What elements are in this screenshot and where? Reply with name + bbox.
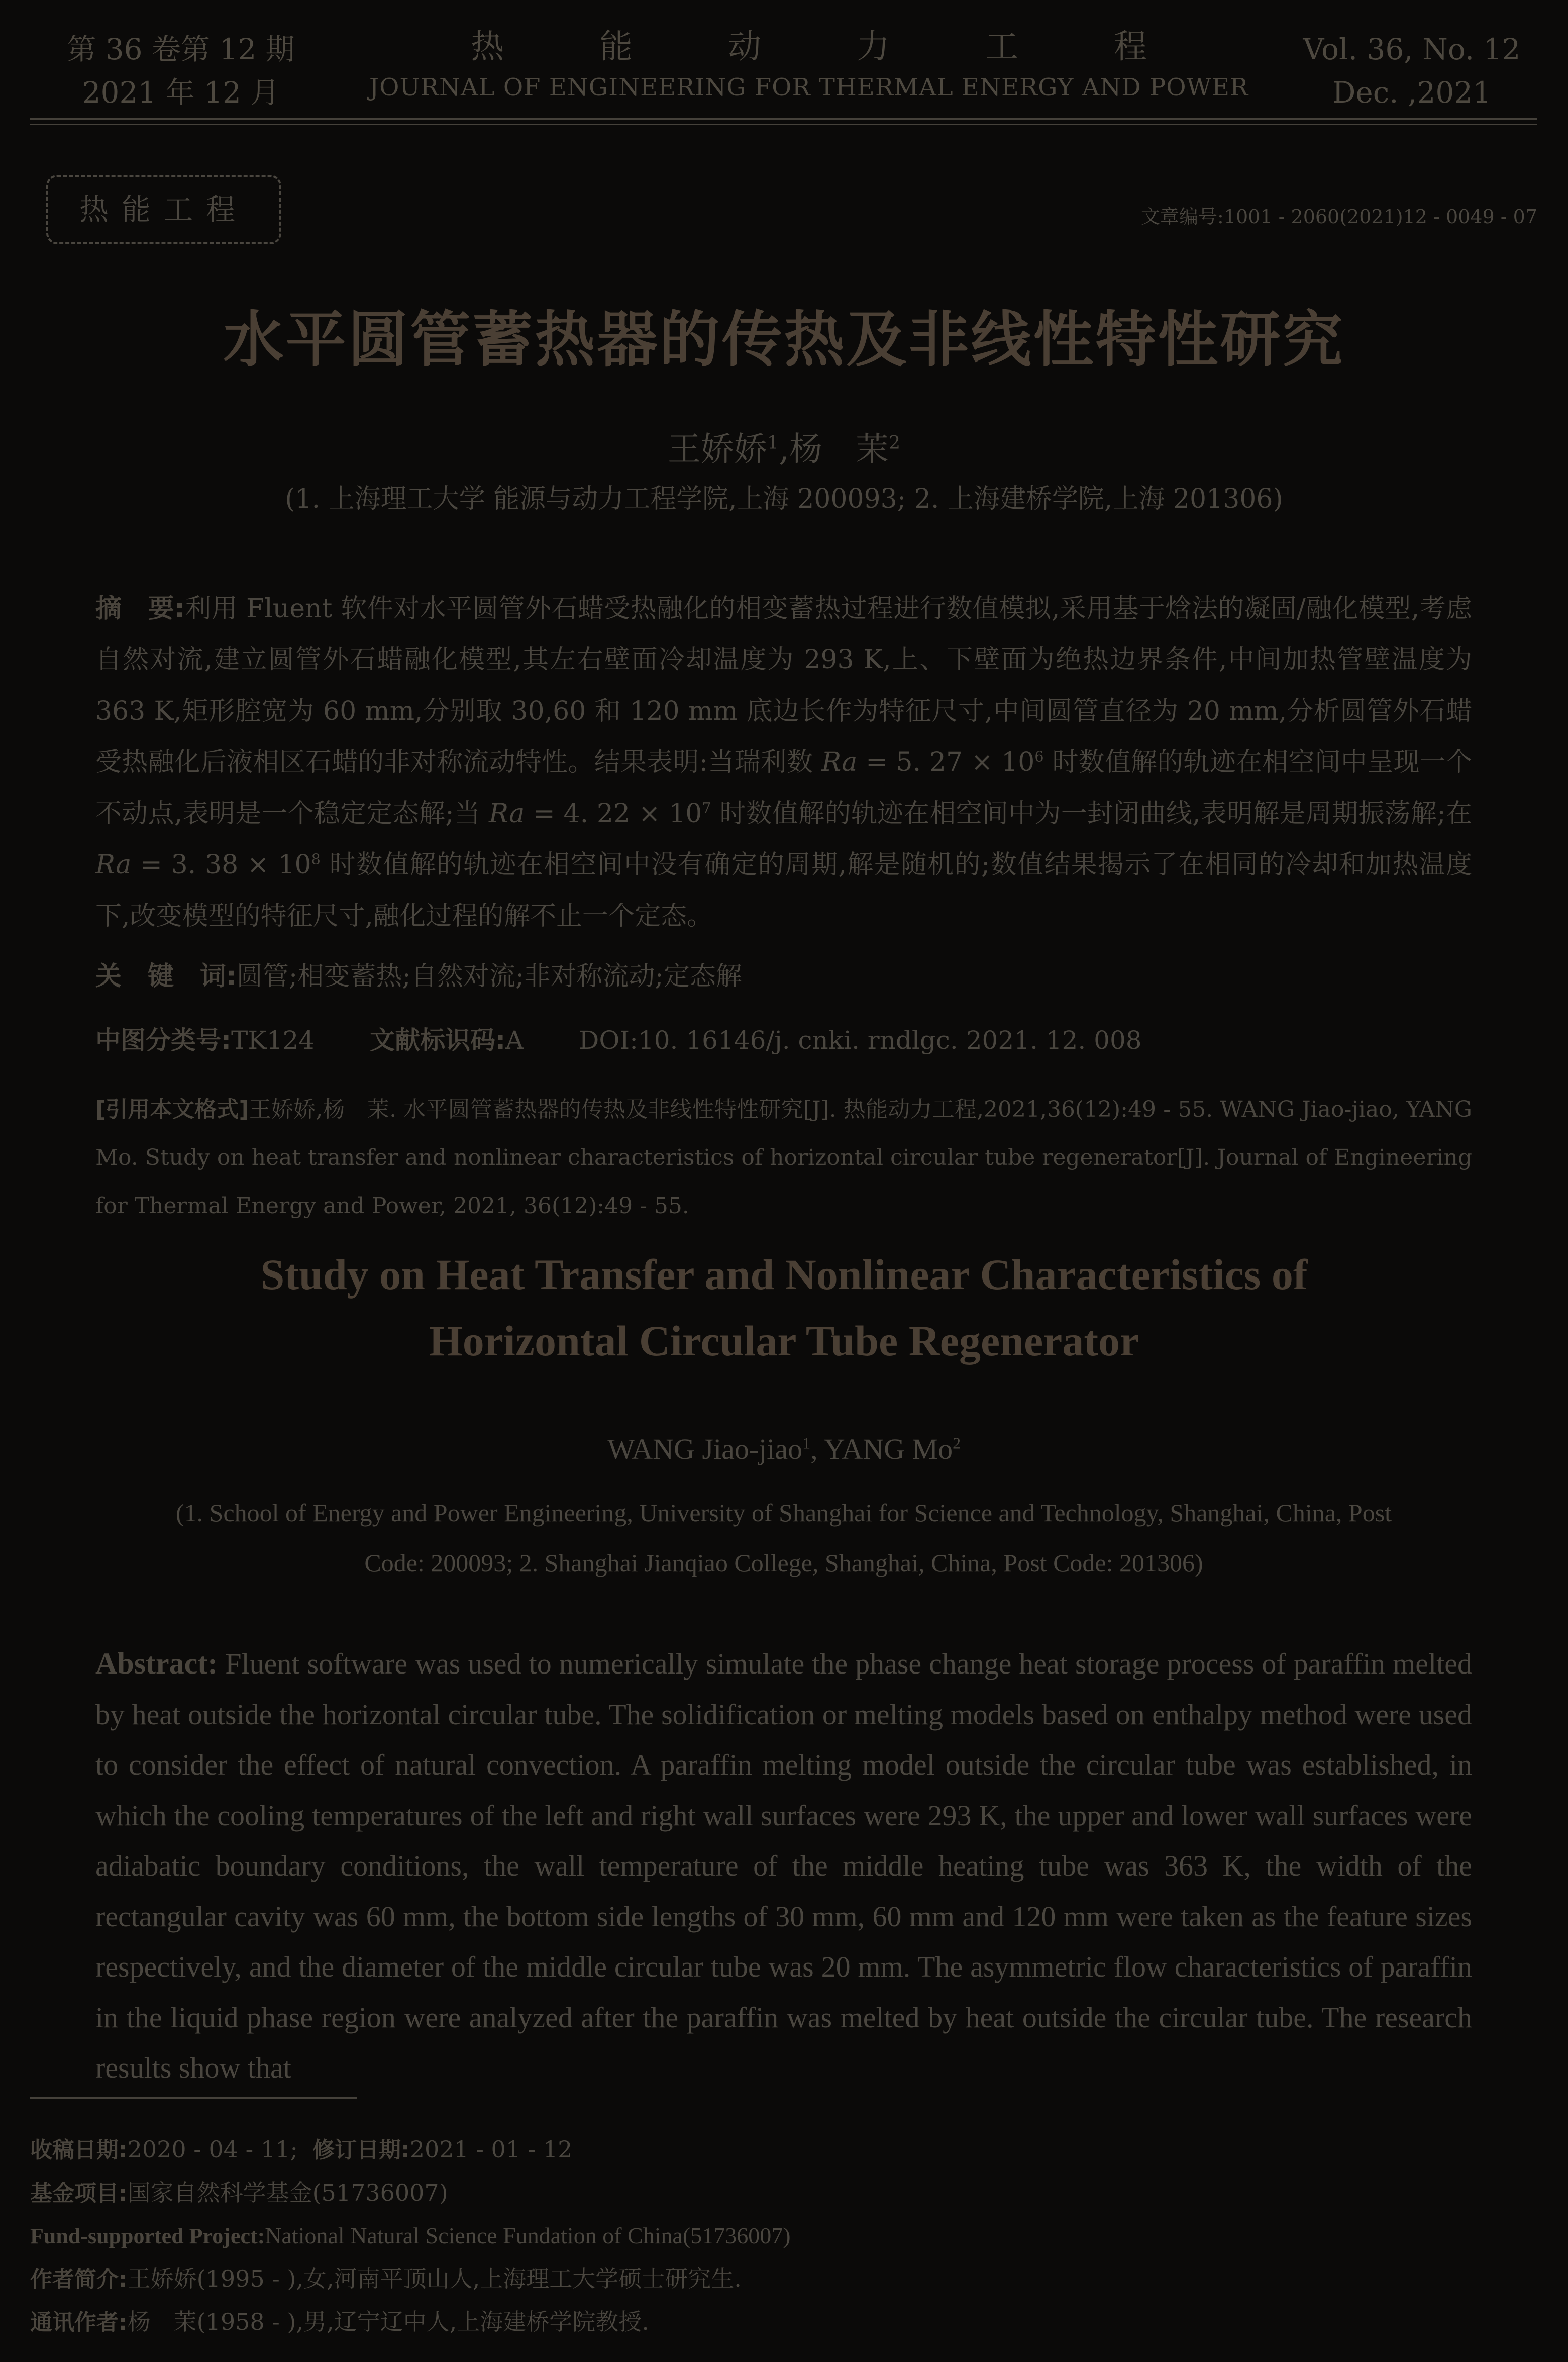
revised-label: 修订日期:	[312, 2137, 410, 2163]
author-1-cn: 王娇娇	[667, 430, 767, 468]
received-label: 收稿日期:	[30, 2137, 128, 2163]
title-en-line-1: Study on Heat Transfer and Nonlinear Characteristics of	[260, 1250, 1308, 1299]
classification-line	[95, 1020, 1472, 1056]
keywords	[95, 955, 1472, 993]
column-label: 热能工程	[46, 175, 281, 244]
fund-cn-label: 基金项目:	[30, 2181, 128, 2206]
abstract-en-label: Abstract:	[95, 1647, 218, 1680]
volume-issue-en: Vol. 36, No. 12	[1303, 32, 1521, 66]
abstract-cn-text-3: 时数值解的轨迹在相空间中呈现一个不动点,表明是一个稳定定态解;当	[95, 747, 1472, 829]
author-bio-line	[30, 2257, 1537, 2301]
fund-cn-line	[30, 2172, 1537, 2215]
fund-en-label: Fund-supported Project:	[30, 2224, 265, 2248]
issue-info-cn	[63, 28, 299, 114]
author-1-en: WANG Jiao-jiao	[607, 1433, 803, 1465]
author-2-en: YANG Mo	[823, 1433, 953, 1465]
abstract-cn-label: 摘 要:	[95, 594, 185, 624]
author-1-affil-mark: 1	[767, 432, 779, 453]
journal-name-en: JOURNAL OF ENGINEERING FOR THERMAL ENERGY AND POWER	[369, 73, 1249, 102]
author-1-affil-mark-en: 1	[802, 1434, 811, 1452]
author-bio-label: 作者简介:	[30, 2267, 128, 2292]
journal-name	[352, 26, 1266, 108]
journal-name-cn: 热能动力工程	[471, 27, 1242, 66]
abstract-cn	[95, 583, 1472, 942]
author-2-cn: 杨 茉	[789, 430, 889, 468]
author-2-affil-mark-en: 2	[953, 1434, 961, 1452]
title-en	[0, 1241, 1568, 1374]
clc-label: 中图分类号:	[95, 1026, 231, 1055]
clc-number: TK124	[231, 1026, 315, 1055]
abstract-en	[95, 1638, 1472, 2094]
fund-en-line	[30, 2215, 1537, 2257]
fund-cn: 国家自然科学基金(51736007)	[127, 2179, 448, 2206]
abstract-cn-text-6: = 3. 38 × 10	[131, 850, 311, 880]
received-date: 2020 - 04 - 11;	[127, 2136, 298, 2163]
doi: DOI:10. 16146/j. cnki. rndlgc. 2021. 12. 008	[579, 1026, 1142, 1055]
authors-cn	[0, 422, 1568, 470]
authors-en	[0, 1432, 1568, 1466]
header-rule-bottom	[30, 124, 1537, 125]
author-separator-cn: ,	[779, 430, 789, 468]
abstract-cn-text-5: 时数值解的轨迹在相空间中为一封闭曲线,表明解是周期振荡解;在	[711, 799, 1472, 829]
date-en: Dec. ,2021	[1332, 75, 1492, 110]
article-number: 文章编号:1001 - 2060(2021)12 - 0049 - 07	[1141, 206, 1537, 228]
abstract-cn-text-2: = 5. 27 × 10	[857, 747, 1035, 777]
received-date-line	[30, 2128, 1537, 2172]
rayleigh-symbol-2: Ra	[489, 799, 525, 829]
affiliation-cn: (1. 上海理工大学 能源与动力工程学院,上海 200093; 2. 上海建桥学院,上海 201306)	[285, 484, 1283, 514]
abstract-en-text: Fluent software was used to numerically simulate the phase change heat storage process of paraffin melted by heat outside the horizontal circular tube. The solidification or melting models based on enthalpy method were used to consider the effect of natural convection. A paraffin melting model outside the circular tube was established, in which the cooling temperatures of the left and right wall surfaces were 293 K, the upper and lower wall surfaces were adiabatic boundary conditions, the wall temperature of the middle heating tube was 363 K, the width of the rectangular cavity was 60 mm, the bottom side lengths of 30 mm, 60 mm and 120 mm were taken as the feature sizes respectively, and the diameter of the middle circular tube was 20 mm. The asymmetric flow characteristics of paraffin in the liquid phase region were analyzed after the paraffin was melted by heat outside the circular tube. The research results show that	[95, 1647, 1472, 2084]
corresponding-author-label: 通讯作者:	[30, 2310, 128, 2335]
author-bio: 王娇娇(1995 - ),女,河南平顶山人,上海理工大学硕士研究生.	[127, 2265, 742, 2292]
corresponding-author-line	[30, 2301, 1537, 2344]
corresponding-author: 杨 茉(1958 - ),男,辽宁辽中人,上海建桥学院教授.	[127, 2308, 649, 2335]
title-en-line-2: Horizontal Circular Tube Regenerator	[429, 1317, 1139, 1365]
date-cn: 2021 年 12 月	[82, 75, 280, 110]
author-2-affil-mark: 2	[888, 432, 901, 453]
volume-issue-cn: 第 36 卷第 12 期	[67, 32, 295, 66]
header-rule-top	[30, 118, 1537, 120]
exponent-1: 6	[1034, 748, 1044, 765]
abstract-cn-text-1: 利用 Fluent 软件对水平圆管外石蜡受热融化的相变蓄热过程进行数值模拟,采用基于焓法的凝固/融化模型,考虑自然对流,建立圆管外石蜡融化模型,其左右壁面冷却温度为 293 K,上、下壁面为绝热边界条件,中间加热管壁温度为 363 K,矩形腔宽为 60 mm,分别取 30,60 和 120 mm 底边长作为特征尺寸,中间圆管直径为 20 mm,分析圆管外石蜡受热融化后液相区石蜡的非对称流动特性。结果表明:当瑞利数	[95, 594, 1473, 777]
citation	[95, 1086, 1472, 1230]
title-cn: 水平圆管蓄热器的传热及非线性特性研究	[223, 305, 1345, 375]
citation-text: 王娇娇,杨 茉. 水平圆管蓄热器的传热及非线性特性研究[J]. 热能动力工程,2021,36(12):49 - 55. WANG Jiao-jiao, YANG Mo. Study on heat transfer and nonlinear characteristics of horizontal circular tube regenerator[J]. Journal of Engineering for Thermal Energy and Power, 2021, 36(12):49 - 55.	[95, 1097, 1473, 1219]
affiliation-en: (1. School of Energy and Power Engineering, University of Shanghai for Science and Technology, Shanghai, China, Post Code: 200093; 2. Shanghai Jianqiao College, Shanghai, China, Post Code: 201306)	[175, 1499, 1392, 1577]
abstract-cn-text-7: 时数值解的轨迹在相空间中没有确定的周期,解是随机的;数值结果揭示了在相同的冷却和加热温度下,改变模型的特征尺寸,融化过程的解不止一个定态。	[95, 850, 1472, 931]
exponent-2: 7	[702, 799, 711, 817]
abstract-cn-text-4: = 4. 22 × 10	[525, 799, 702, 829]
doc-code-label: 文献标识码:	[370, 1026, 506, 1055]
keywords-label: 关 键 词:	[95, 961, 237, 992]
doc-code: A	[505, 1026, 524, 1055]
issue-info-en	[1286, 28, 1537, 114]
rayleigh-symbol-3: Ra	[95, 850, 132, 880]
fund-en: National Natural Science Fundation of China(51736007)	[265, 2223, 791, 2248]
exponent-3: 8	[311, 850, 321, 868]
citation-label: [引用本文格式]	[95, 1097, 249, 1122]
author-separator-en: ,	[810, 1433, 824, 1465]
revised-date: 2021 - 01 - 12	[409, 2136, 573, 2163]
footnotes	[30, 2128, 1537, 2344]
footnote-rule	[30, 2097, 357, 2099]
keywords-text: 圆管;相变蓄热;自然对流;非对称流动;定态解	[236, 961, 742, 992]
rayleigh-symbol-1: Ra	[821, 747, 858, 777]
